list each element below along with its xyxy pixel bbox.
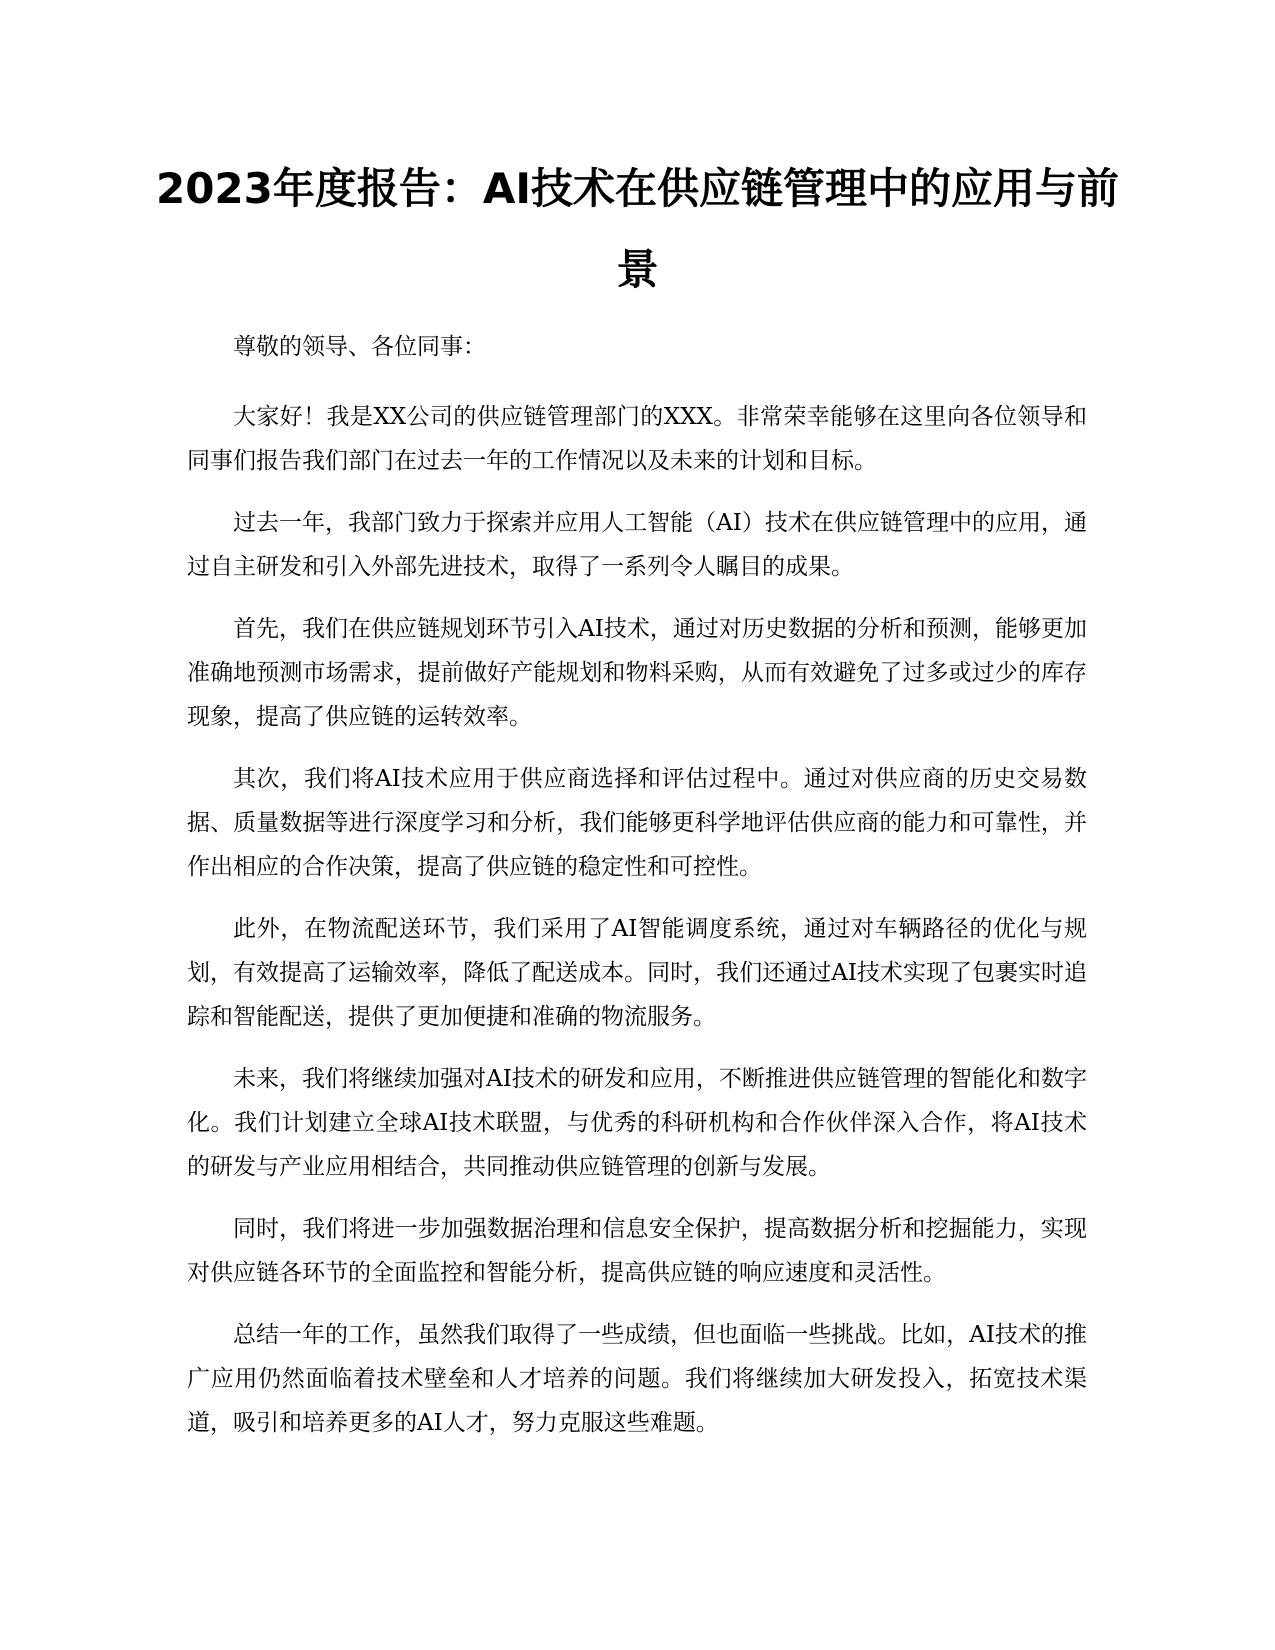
document-title: 2023年度报告：AI技术在供应链管理中的应用与前景	[155, 164, 1120, 294]
paragraph-summary: 总结一年的工作，虽然我们取得了一些成绩，但也面临一些挑战。比如，AI技术的推广应用仍然面临着技术壁垒和人才培养的问题。我们将继续加大研发投入，拓宽技术渠道，吸引和培养更多的AI人才，努力克服这些难题。	[187, 1322, 1087, 1436]
salutation: 尊敬的领导、各位同事：	[233, 334, 486, 360]
document-body	[187, 325, 1087, 1463]
paragraph-data-governance: 同时，我们将进一步加强数据治理和信息安全保护，提高数据分析和挖掘能力，实现对供应链各环节的全面监控和智能分析，提高供应链的响应速度和灵活性。	[187, 1216, 1087, 1286]
paragraph-logistics: 此外，在物流配送环节，我们采用了AI智能调度系统，通过对车辆路径的优化与规划，有效提高了运输效率，降低了配送成本。同时，我们还通过AI技术实现了包裹实时追踪和智能配送，提供了更加便捷和准确的物流服务。	[187, 916, 1087, 1030]
paragraph-suppliers: 其次，我们将AI技术应用于供应商选择和评估过程中。通过对供应商的历史交易数据、质量数据等进行深度学习和分析，我们能够更科学地评估供应商的能力和可靠性，并作出相应的合作决策，提高了供应链的稳定性和可控性。	[187, 766, 1087, 880]
paragraph-overview: 过去一年，我部门致力于探索并应用人工智能（AI）技术在供应链管理中的应用，通过自主研发和引入外部先进技术，取得了一系列令人瞩目的成果。	[187, 510, 1087, 580]
paragraph-planning: 首先，我们在供应链规划环节引入AI技术，通过对历史数据的分析和预测，能够更加准确地预测市场需求，提前做好产能规划和物料采购，从而有效避免了过多或过少的库存现象，提高了供应链的运转效率。	[187, 616, 1087, 730]
paragraph-greeting: 大家好！我是XX公司的供应链管理部门的XXX。非常荣幸能够在这里向各位领导和同事们报告我们部门在过去一年的工作情况以及未来的计划和目标。	[187, 404, 1087, 474]
paragraph-future: 未来，我们将继续加强对AI技术的研发和应用，不断推进供应链管理的智能化和数字化。我们计划建立全球AI技术联盟，与优秀的科研机构和合作伙伴深入合作，将AI技术的研发与产业应用相结合，共同推动供应链管理的创新与发展。	[187, 1066, 1087, 1180]
